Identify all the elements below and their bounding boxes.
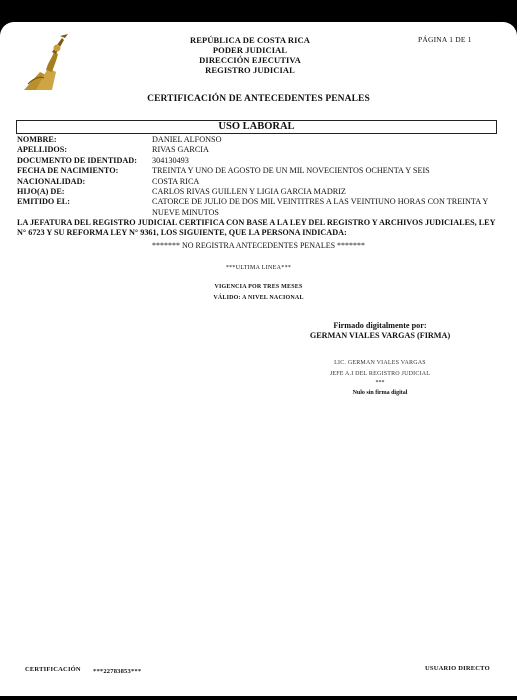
judicial-seal-icon bbox=[18, 32, 74, 92]
certification-number: ***22783853*** bbox=[93, 668, 142, 675]
signer-role-line: JEFE A.I DEL REGISTRO JUDICIAL bbox=[329, 371, 431, 377]
field-row-id-document bbox=[17, 156, 499, 166]
field-value: RIVAS GARCIA bbox=[152, 145, 209, 155]
field-row-birth-date bbox=[17, 166, 499, 176]
header-line-country: REPÚBLICA DE COSTA RICA bbox=[190, 35, 310, 45]
page-indicator: PÁGINA 1 DE 1 bbox=[418, 35, 472, 44]
field-value: DANIEL ALFONSO bbox=[152, 135, 222, 144]
field-label: FECHA DE NACIMIENTO: bbox=[17, 166, 119, 176]
header-line-direction: DIRECCIÓN EJECUTIVA bbox=[199, 55, 301, 65]
field-value: CARLOS RIVAS GUILLEN Y LIGIA GARCIA MADRIZ bbox=[152, 187, 346, 197]
field-value: CATORCE DE JULIO DE DOS MIL VEINTITRES A LAS VEINTIUNO HORAS CON TREINTA Y NUEVE MINUTOS bbox=[152, 197, 489, 217]
viewer-bottom-bar bbox=[0, 696, 517, 700]
last-line-marker: ***ULTIMA LINEA*** bbox=[225, 265, 292, 271]
signer-title-line: LIC. GERMAN VIALES VARGAS bbox=[334, 360, 426, 366]
signer-name: GERMAN VIALES VARGAS (FIRMA) bbox=[309, 331, 451, 340]
document-title: CERTIFICACIÓN DE ANTECEDENTES PENALES bbox=[147, 94, 370, 104]
field-value: TREINTA Y UNO DE AGOSTO DE UN MIL NOVECIENTOS OCHENTA Y SEIS bbox=[152, 166, 430, 176]
field-label: NACIONALIDAD: bbox=[17, 176, 86, 186]
field-label: NOMBRE: bbox=[17, 135, 57, 144]
usage-type-box: USO LABORAL bbox=[16, 120, 497, 134]
validity-block bbox=[0, 282, 517, 304]
document-page bbox=[0, 22, 517, 696]
user-type-label: USUARIO DIRECTO bbox=[425, 665, 490, 672]
signed-label: Firmado digitalmente por: bbox=[333, 321, 427, 330]
personal-data-list bbox=[17, 135, 499, 218]
validity-scope: VÁLIDO: A NIVEL NACIONAL bbox=[213, 295, 304, 301]
issuer-header bbox=[160, 35, 340, 75]
header-line-registry: REGISTRO JUDICIAL bbox=[205, 65, 295, 75]
viewer-top-bar bbox=[0, 0, 517, 22]
field-row-nationality bbox=[17, 177, 499, 187]
field-label: APELLIDOS: bbox=[17, 145, 68, 155]
field-value: 304130493 bbox=[152, 155, 189, 165]
validity-period: VIGENCIA POR TRES MESES bbox=[214, 284, 303, 290]
signature-stars: *** bbox=[375, 380, 385, 386]
field-row-parents bbox=[17, 187, 499, 197]
field-row-name bbox=[17, 135, 499, 145]
field-row-issued-on bbox=[17, 197, 499, 218]
field-label: HIJO(A) DE: bbox=[17, 187, 65, 197]
header-line-branch: PODER JUDICIAL bbox=[212, 45, 288, 55]
record-result: ******* NO REGISTRA ANTECEDENTES PENALES ******* bbox=[151, 241, 366, 250]
field-label: EMITIDO EL: bbox=[17, 197, 70, 207]
field-label: DOCUMENTO DE IDENTIDAD: bbox=[17, 155, 137, 165]
field-row-surnames bbox=[17, 145, 499, 155]
certification-label: CERTIFICACIÓN bbox=[25, 666, 81, 673]
certification-statement: LA JEFATURA DEL REGISTRO JUDICIAL CERTIFICA CON BASE A LA LEY DEL REGISTRO Y ARCHIVOS JUDICIALES, LEY N° 6723 Y SU REFORMA LEY N° 9361, LOS SIGUIENTE, QUE LA PERSONA INDICADA: bbox=[17, 218, 496, 237]
digital-signature-block bbox=[280, 321, 480, 341]
field-value: COSTA RICA bbox=[152, 176, 200, 186]
digital-signature-note: Nulo sin firma digital bbox=[352, 390, 408, 396]
signer-details bbox=[280, 358, 480, 378]
